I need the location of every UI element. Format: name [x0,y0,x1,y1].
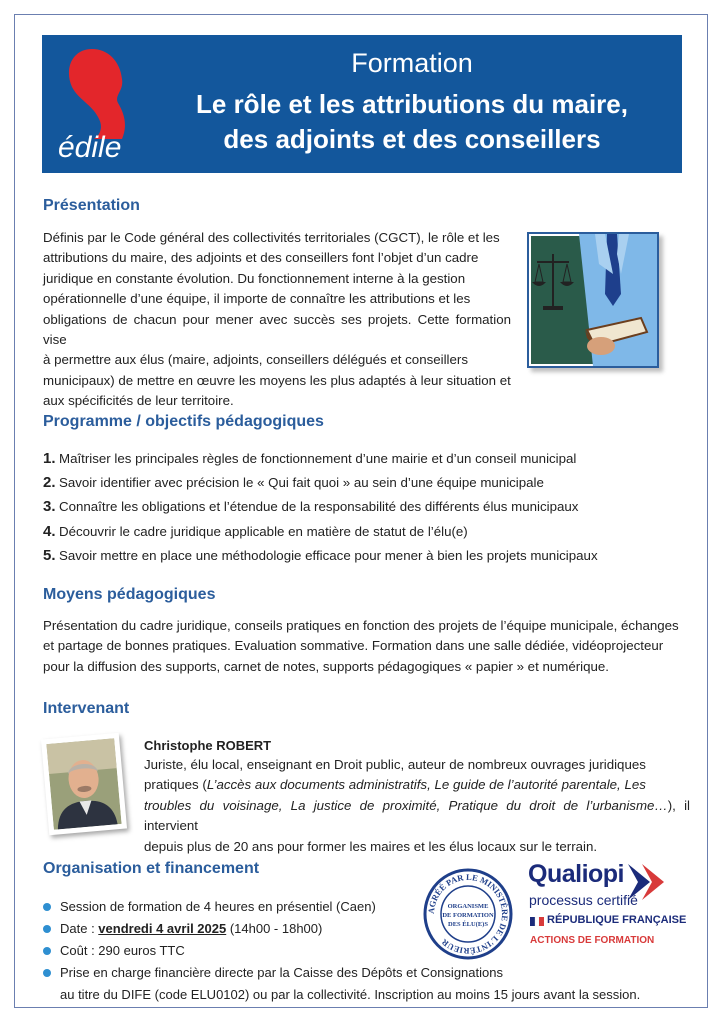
svg-text:AGRÉÉ PAR LE MINISTÈRE DE L'IN: AGRÉÉ PAR LE MINISTÈRE DE L'INTÉRIEUR [425,871,511,957]
svg-text:DE FORMATION: DE FORMATION [442,912,494,919]
moyens-heading: Moyens pédagogiques [43,586,216,603]
bullet-icon [43,947,51,955]
speaker-name: Christophe ROBERT [144,738,272,753]
svg-text:ORGANISME: ORGANISME [447,903,489,910]
intervenant-heading: Intervenant [43,700,130,717]
svg-text:DES ÉLU(E)S: DES ÉLU(E)S [448,921,488,928]
presentation-text: Définis par le Code général des collectivités territoriales (CGCT), le rôle et les attributions du maire, des adjoints et des conseillers font l’objet d’un cadre juridique en constante évolution. Du fonctionnement interne à la gestion opérationnelle d’une équipe, il importe de connaître les attributions et les obligations de chacun pour mener avec succès ses projets. Cette formation vise à permettre aux élus (maire, adjoints, conseillers délégués et conseillers municipaux) de mettre en œuvre les moyens les plus adaptés à leur situation et aux spécificités de leur territoire. [43,230,511,409]
list-item: Prise en charge financière directe par la Caisse des Dépôts et Consignations au titre du DIFE (code ELU0102) ou par la collectivité. Inscription au moins 15 jours avant la session. [43,962,700,1006]
edile-logo [42,35,142,173]
agrement-seal [422,866,514,962]
list-item: Session de formation de 4 heures en présentiel (Caen) [43,896,463,918]
moyens-text: Présentation du cadre juridique, conseils pratiques en fonction des projets de l’équipe municipale, échanges et partage de bonnes pratiques. Evaluation sommative. Formation dans une salle dédiée, vidéoprojecteur pour la diffusion des supports, carnet de notes, supports pédagogiques « papier » et numérique. [43,618,679,674]
list-item: Date : vendredi 4 avril 2025 (14h00 - 18h00) [43,918,463,940]
qualiopi-logo: Qualiopi processus certifié RÉPUBLIQUE FRANÇAISE ACTIONS DE FORMATION [528,860,687,946]
programme-heading: Programme / objectifs pédagogiques [43,413,324,430]
banner-kicker: Formation [351,48,473,78]
bullet-icon [43,969,51,977]
presentation-heading: Présentation [43,197,140,214]
session-date: vendredi 4 avril 2025 [98,921,227,936]
bullet-icon [43,925,51,933]
list-item: 1. Maîtriser les principales règles de fonctionnement d’une mairie et d’un conseil municipal [43,449,577,467]
speaker-bio: Juriste, élu local, enseignant en Droit public, auteur de nombreux ouvrages juridiques pratiques (L’accès aux documents administratifs, Le guide de l’autorité parentale, Les troubles du voisinage, La justice de proximité, Pratique du droit de l’urbanisme…), il intervient depuis plus de 20 ans pour former les maires et les élus locaux sur le terrain. [144,757,690,854]
list-item: 3. Connaître les obligations et l’étendue de la responsabilité des différents élus municipaux [43,498,579,516]
lawyer-illustration [527,232,659,368]
page-title: Le rôle et les attributions du maire, des adjoints et des conseillers [196,89,628,154]
list-item: 2. Savoir identifier avec précision le « Qui fait quoi » au sein d’une équipe municipale [43,474,544,492]
speaker-photo [41,733,127,835]
svg-text:édile: édile [58,131,122,164]
list-item: Coût : 290 euros TTC [43,940,463,962]
list-item: 5. Savoir mettre en place une méthodologie efficace pour mener à bien les projets municipaux [43,547,598,565]
header-banner [42,35,682,173]
organisation-heading: Organisation et financement [43,860,260,877]
list-item: 4. Découvrir le cadre juridique applicable en matière de statut de l’élu(e) [43,522,468,540]
bullet-icon [43,903,51,911]
french-flag-icon [530,917,544,926]
programme-list [43,446,683,568]
